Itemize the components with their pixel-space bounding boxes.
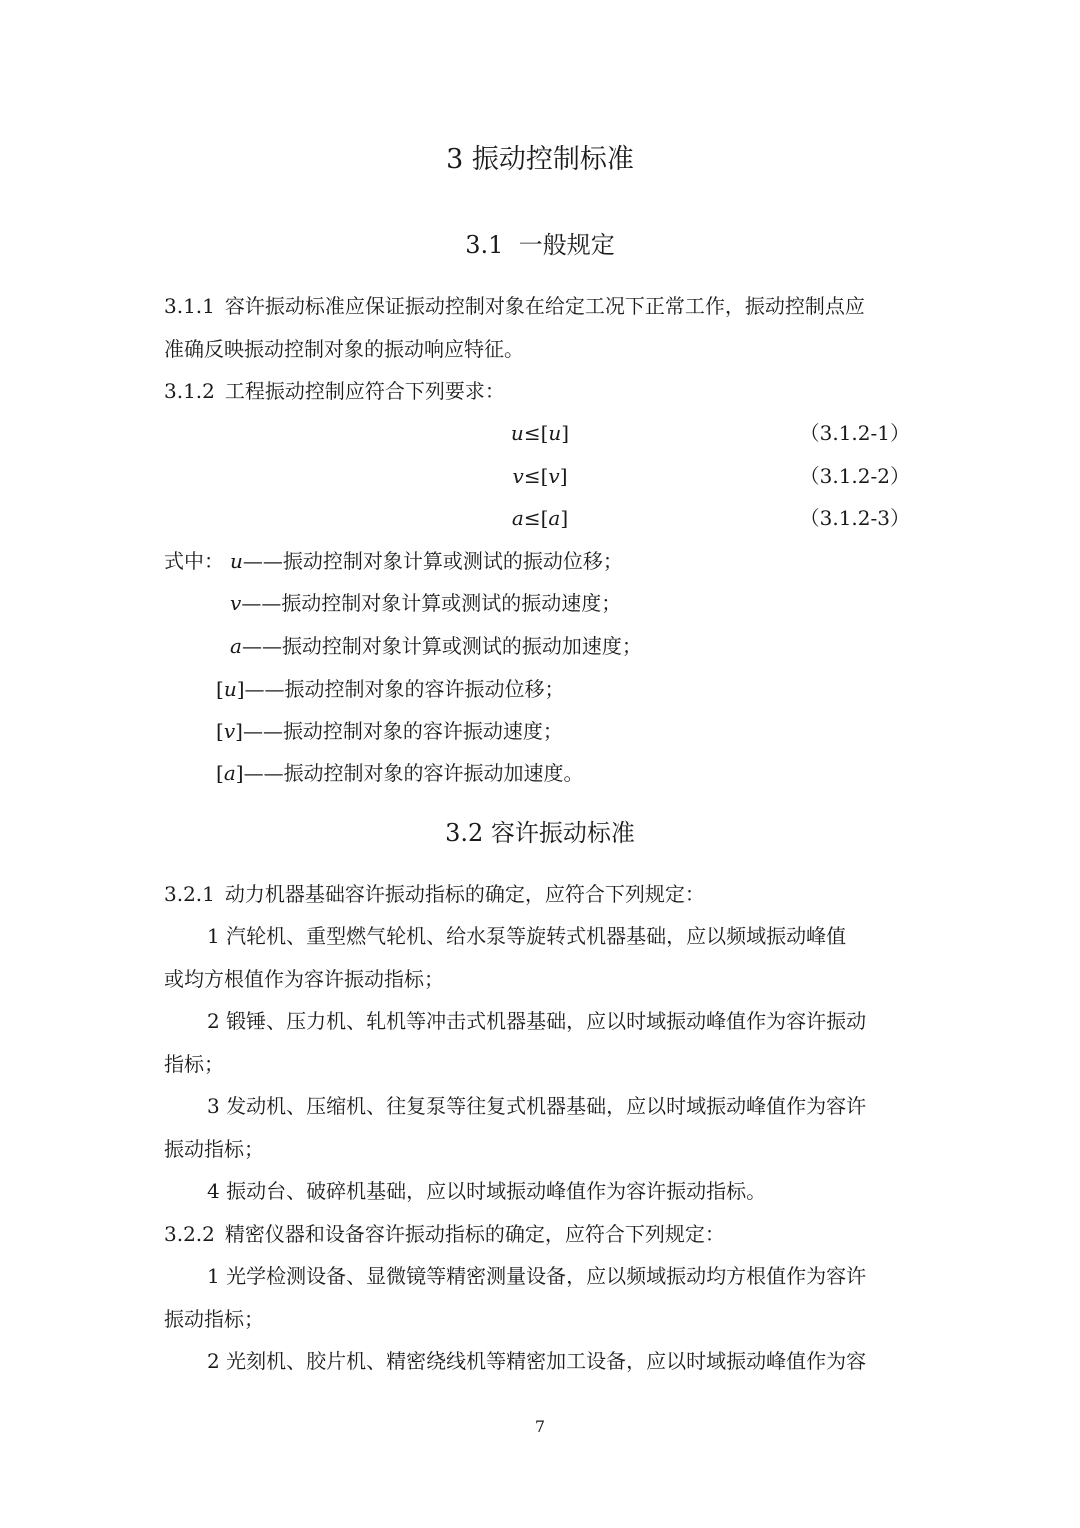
- definition-var: u: [230, 549, 243, 573]
- formula-3-number: （3.1.2-3）: [799, 506, 910, 530]
- clause-text: 动力机器基础容许振动指标的确定，应符合下列规定：: [224, 882, 705, 906]
- section-title-text: 容许振动标准: [490, 819, 635, 847]
- clause-number: 3.2.2: [164, 1222, 215, 1246]
- clause-text: 工程振动控制应符合下列要求：: [224, 379, 505, 403]
- definition-text: ——振动控制对象的容许振动位移；: [244, 677, 565, 701]
- definition-item: [216, 759, 584, 787]
- definition-close: ]: [235, 719, 243, 743]
- clause-3-1-1-line2: 准确反映振动控制对象的振动响应特征。: [164, 337, 524, 361]
- definition-var: a: [223, 761, 236, 785]
- definition-open: [: [216, 719, 224, 743]
- list-item-line1: 3 发动机、压缩机、往复泵等往复式机器基础，应以时域振动峰值作为容许: [207, 1094, 867, 1118]
- list-item-line1: 4 振动台、破碎机基础，应以时域振动峰值作为容许振动指标。: [207, 1179, 767, 1203]
- formula-2-number: （3.1.2-2）: [799, 464, 910, 488]
- formula-var: a: [511, 506, 524, 530]
- where-label: 式中：: [164, 549, 224, 573]
- definition-var: v: [223, 719, 236, 743]
- chapter-title-text: 振动控制标准: [471, 144, 634, 175]
- formula-bracket-var: u: [548, 421, 562, 445]
- section-number: 3.1: [465, 231, 504, 259]
- formula-operator: ≤[: [523, 421, 549, 445]
- list-item-line1: 1 光学检测设备、显微镜等精密测量设备，应以频域振动均方根值作为容许: [207, 1264, 867, 1288]
- clause-number: 3.2.1: [164, 882, 215, 906]
- definition-item: [230, 547, 623, 575]
- section-title-text: 一般规定: [518, 231, 615, 259]
- definition-text: ——振动控制对象计算或测试的振动速度；: [241, 591, 622, 615]
- list-item-line2: 振动指标；: [164, 1307, 264, 1331]
- formula-1-number: （3.1.2-1）: [799, 421, 910, 445]
- clause-number: 3.1.1: [164, 294, 215, 318]
- definition-var: a: [230, 634, 242, 658]
- definition-item: [216, 717, 563, 745]
- page-number: 7: [534, 1417, 546, 1436]
- list-item-line1: 1 汽轮机、重型燃气轮机、给水泵等旋转式机器基础，应以频域振动峰值: [207, 924, 847, 948]
- formula-3: [0, 504, 1080, 532]
- clause-3-1-1-line1: [164, 292, 865, 320]
- definition-text: ——振动控制对象计算或测试的振动加速度；: [241, 634, 642, 658]
- formula-var: u: [510, 421, 524, 445]
- definition-text: ——振动控制对象的容许振动加速度。: [243, 761, 584, 785]
- formula-close: ]: [559, 464, 568, 488]
- formula-1: [0, 419, 1080, 447]
- formula-close: ]: [560, 506, 569, 530]
- list-item-line2: 指标；: [164, 1052, 224, 1076]
- clause-3-2-1: [164, 880, 705, 908]
- chapter-number: 3: [446, 144, 464, 175]
- section-3-1-title: [0, 229, 1080, 261]
- definition-open: [: [216, 761, 224, 785]
- clause-3-2-2: [164, 1220, 725, 1248]
- section-number: 3.2: [445, 819, 484, 847]
- definition-var: v: [230, 591, 242, 615]
- definition-item: [216, 675, 565, 703]
- definition-text: ——振动控制对象的容许振动速度；: [242, 719, 563, 743]
- definition-close: ]: [235, 761, 244, 785]
- list-item-line2: 或均方根值作为容许振动指标；: [164, 967, 444, 991]
- clause-3-1-2: [164, 377, 505, 405]
- list-item-line1: 2 光刻机、胶片机、精密绕线机等精密加工设备，应以时域振动峰值作为容: [207, 1349, 867, 1373]
- formula-operator: ≤[: [523, 506, 549, 530]
- clause-text: 容许振动标准应保证振动控制对象在给定工况下正常工作，振动控制点应: [224, 294, 865, 318]
- formula-2: [0, 462, 1080, 490]
- definition-item: [230, 632, 642, 660]
- definition-item: [230, 589, 621, 617]
- formula-bracket-var: v: [548, 464, 560, 488]
- clause-number: 3.1.2: [164, 379, 215, 403]
- list-item-line1: 2 锻锤、压力机、轧机等冲击式机器基础，应以时域振动峰值作为容许振动: [207, 1009, 867, 1033]
- chapter-title: [0, 142, 1080, 178]
- definition-close: ]: [236, 677, 245, 701]
- formula-var: v: [512, 464, 524, 488]
- clause-text: 精密仪器和设备容许振动指标的确定，应符合下列规定：: [224, 1222, 725, 1246]
- definition-var: u: [223, 677, 237, 701]
- section-3-2-title: [0, 817, 1080, 849]
- formula-bracket-var: a: [548, 506, 561, 530]
- list-item-line2: 振动指标；: [164, 1137, 264, 1161]
- definition-open: [: [216, 677, 224, 701]
- definition-text: ——振动控制对象计算或测试的振动位移；: [242, 549, 623, 573]
- formula-operator: ≤[: [523, 464, 549, 488]
- formula-close: ]: [561, 421, 570, 445]
